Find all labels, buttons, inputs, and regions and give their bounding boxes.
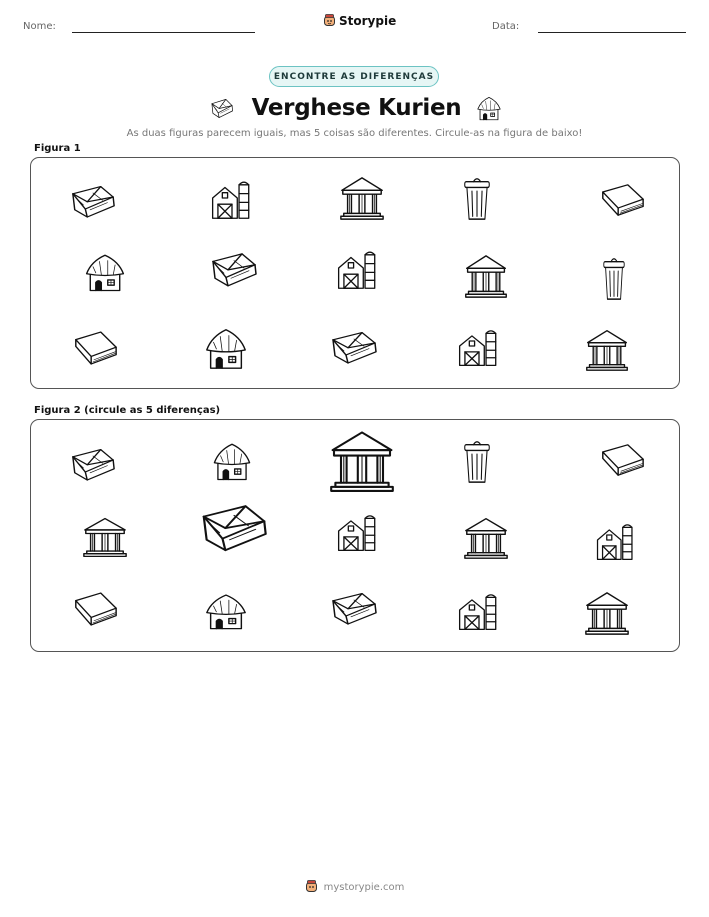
temple-icon[interactable] [583,589,631,637]
temple-icon[interactable] [463,252,509,300]
storypie-mascot-icon [323,14,336,28]
brand-logo [323,14,396,28]
parcel-icon [206,96,238,120]
name-label: Nome: [23,21,56,32]
book-icon[interactable] [598,440,646,480]
footer [0,880,709,894]
temple-icon[interactable] [338,174,386,222]
parcel-icon[interactable] [209,248,259,290]
barn-icon[interactable] [336,510,380,552]
brand-name: Storypie [339,14,397,28]
date-label: Data: [492,21,520,32]
temple-icon[interactable] [462,515,510,561]
temple-icon[interactable] [584,327,630,373]
book-icon[interactable] [71,327,119,369]
figure1-label: Figura 1 [34,143,81,154]
parcel-icon[interactable] [329,327,379,367]
parcel-icon[interactable] [69,181,117,221]
date-line[interactable] [538,32,686,33]
storypie-mascot-icon [305,880,318,894]
parcel-icon[interactable] [198,498,270,556]
figure2-frame [30,419,680,652]
hut-icon[interactable] [202,590,250,632]
hut-icon [475,94,503,122]
figure2-label: Figura 2 (circule as 5 diferenças) [34,405,221,416]
barn-icon[interactable] [457,589,501,631]
name-line[interactable] [72,32,255,33]
page-title: Verghese Kurien [251,95,462,121]
barn-icon[interactable] [595,519,637,561]
footer-site: mystorypie.com [323,881,405,893]
title-row [0,92,709,124]
hut-icon[interactable] [82,250,128,294]
temple-icon[interactable] [327,427,397,495]
book-icon[interactable] [598,180,646,220]
hut-icon[interactable] [202,324,250,372]
book-icon[interactable] [71,588,119,630]
task-tag: ENCONTRE AS DIFERENÇAS [269,66,439,87]
parcel-icon[interactable] [69,444,117,484]
barn-icon[interactable] [457,325,501,367]
trash-can-icon[interactable] [599,254,629,302]
trash-can-icon[interactable] [459,437,495,485]
trash-can-icon[interactable] [459,174,495,222]
temple-icon[interactable] [81,515,129,559]
parcel-icon[interactable] [329,588,379,628]
barn-icon[interactable] [210,176,254,220]
hut-icon[interactable] [210,439,254,483]
figure1-frame [30,157,680,389]
instructions: As duas figuras parecem iguais, mas 5 coisas são diferentes. Circule-as na figura de baixo! [126,128,583,139]
barn-icon[interactable] [336,246,380,290]
